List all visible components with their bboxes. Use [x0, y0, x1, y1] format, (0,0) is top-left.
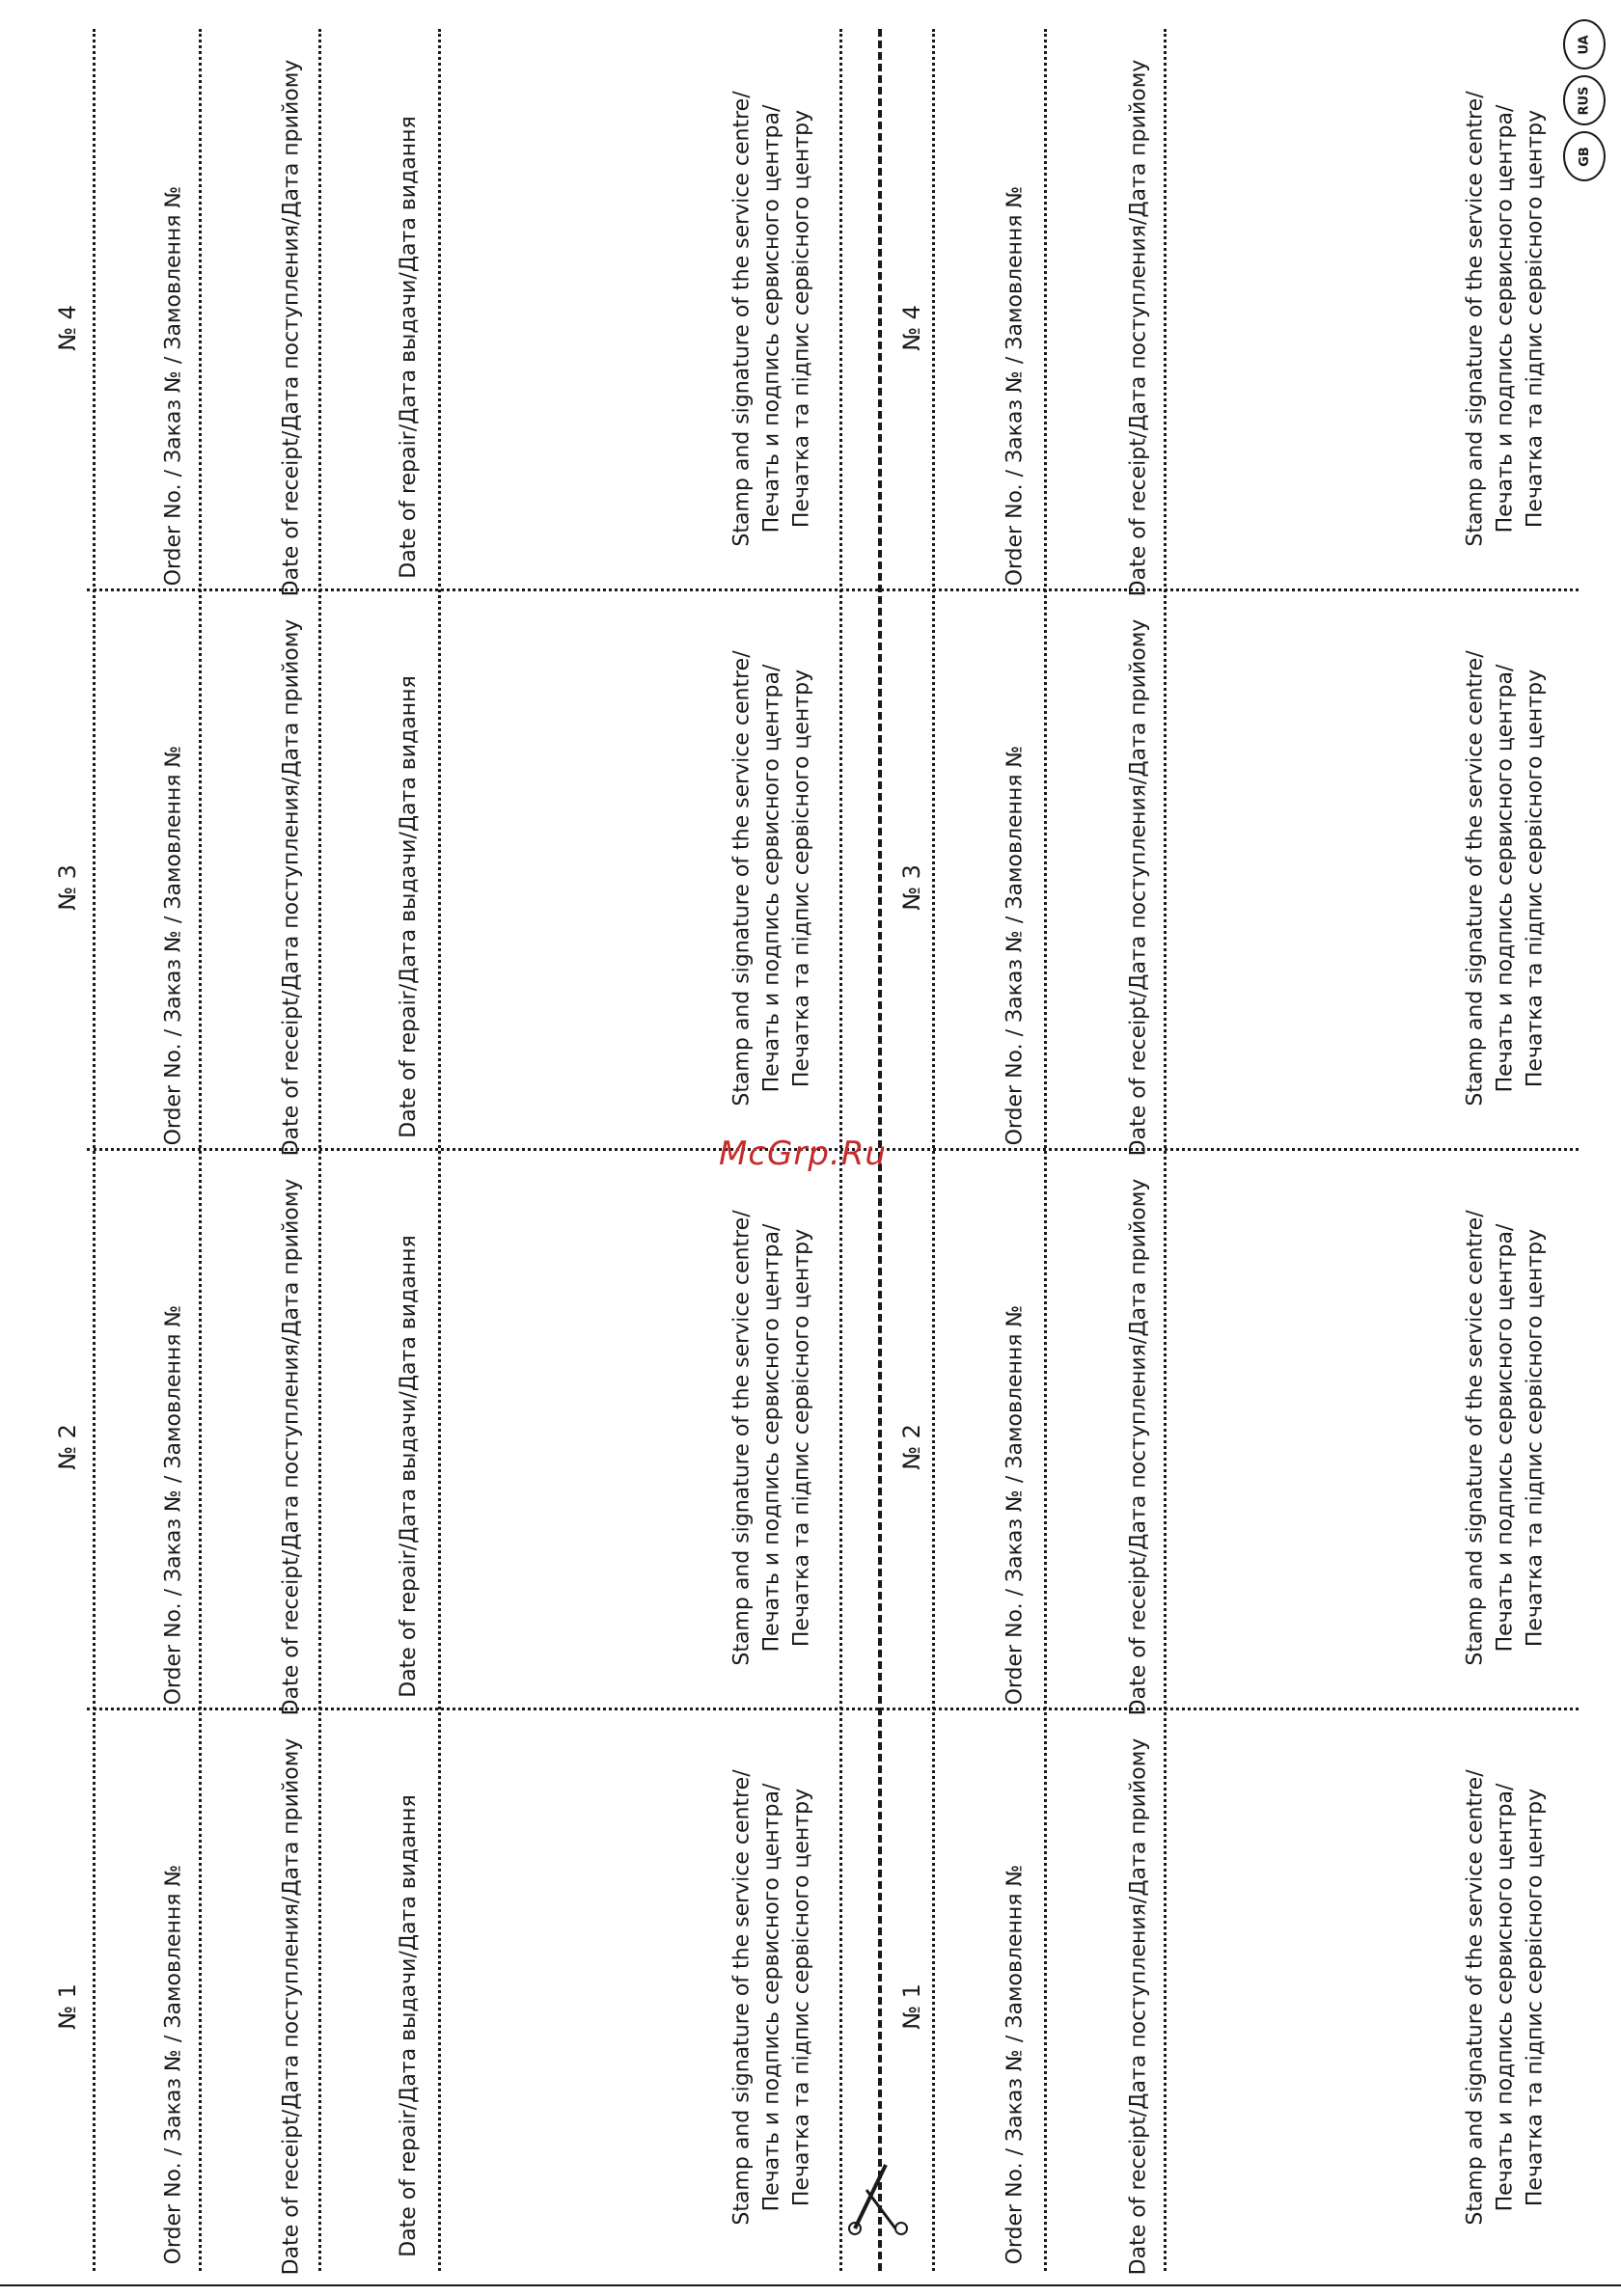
- stamp-line: Печатка та підпис сервісного центру: [789, 1228, 814, 1647]
- page-edge: [0, 2284, 1621, 2286]
- date-of-repair-label: Date of repair/Дата выдачи/Дата видання: [396, 1235, 421, 1698]
- date-of-receipt-label: Date of receipt/Дата поступления/Дата прийому: [278, 59, 303, 597]
- stamp-line: Печатка та підпис сервісного центру: [1523, 1228, 1548, 1647]
- stamp-line: Печать и подпись сервисного центра/: [759, 664, 784, 1092]
- stamp-signature-label: [1461, 91, 1551, 546]
- divider: [87, 1708, 1579, 1710]
- scissors-icon: [845, 2161, 913, 2238]
- coupon-number: № 4: [53, 305, 81, 351]
- date-of-receipt-label: Date of receipt/Дата поступления/Дата прийому: [1125, 1737, 1150, 2276]
- stamp-line: Печать и подпись сервисного центра/: [759, 1223, 784, 1652]
- stamp-line: Печать и подпись сервисного центра/: [1493, 104, 1518, 533]
- date-of-receipt-label: Date of receipt/Дата поступления/Дата прийому: [1125, 1178, 1150, 1716]
- stamp-signature-label: [1461, 1210, 1551, 1665]
- stamp-line: Печать и подпись сервисного центра/: [759, 1783, 784, 2211]
- divider: [87, 588, 1579, 591]
- order-number-label: Order No. / Заказ № / Замовлення №: [160, 745, 185, 1146]
- stamp-signature-label: [728, 1210, 817, 1665]
- date-of-receipt-label: Date of receipt/Дата поступления/Дата прийому: [278, 1737, 303, 2276]
- order-number-label: Order No. / Заказ № / Замовлення №: [1002, 1304, 1027, 1706]
- watermark: McGrp.Ru: [719, 1134, 887, 1173]
- stamp-line: Печатка та підпис сервісного центру: [789, 669, 814, 1087]
- coupon-number: № 3: [897, 864, 925, 911]
- coupon-number: № 3: [53, 864, 81, 911]
- order-number-label: Order No. / Заказ № / Замовлення №: [1002, 185, 1027, 587]
- lang-badge: GB: [1563, 131, 1606, 181]
- date-of-repair-label: Date of repair/Дата выдачи/Дата видання: [396, 1794, 421, 2257]
- language-badges: [1563, 19, 1611, 187]
- coupon-number: № 1: [53, 1983, 81, 2030]
- stamp-line: Stamp and signature of the service centre/: [729, 1768, 755, 2226]
- stamp-line: Stamp and signature of the service centre/: [729, 649, 755, 1107]
- stamp-line: Stamp and signature of the service centre/: [1463, 1768, 1488, 2226]
- order-number-label: Order No. / Заказ № / Замовлення №: [1002, 745, 1027, 1146]
- order-number-label: Order No. / Заказ № / Замовлення №: [160, 1304, 185, 1706]
- stamp-signature-label: [728, 1769, 817, 2225]
- stamp-line: Печатка та підпис сервісного центру: [789, 109, 814, 528]
- stamp-line: Печать и подпись сервисного центра/: [759, 104, 784, 533]
- stamp-signature-label: [728, 91, 817, 546]
- stamp-line: Stamp and signature of the service centre/: [1463, 649, 1488, 1107]
- stamp-line: Печатка та підпис сервісного центру: [1523, 669, 1548, 1087]
- date-of-receipt-label: Date of receipt/Дата поступления/Дата прийому: [278, 618, 303, 1157]
- stamp-line: Stamp and signature of the service centre/: [1463, 90, 1488, 547]
- date-of-receipt-label: Date of receipt/Дата поступления/Дата прийому: [1125, 59, 1150, 597]
- lang-badge: UA: [1563, 19, 1606, 69]
- stamp-signature-label: [1461, 1769, 1551, 2225]
- stamp-line: Stamp and signature of the service centre/: [1463, 1209, 1488, 1666]
- stamp-line: Печать и подпись сервисного центра/: [1493, 664, 1518, 1092]
- date-of-repair-label: Date of repair/Дата выдачи/Дата видання: [396, 116, 421, 579]
- stamp-line: Stamp and signature of the service centre/: [729, 1209, 755, 1666]
- stamp-line: Печатка та підпис сервісного центру: [789, 1788, 814, 2206]
- order-number-label: Order No. / Заказ № / Замовлення №: [160, 1864, 185, 2265]
- stamp-signature-label: [728, 650, 817, 1106]
- coupon-number: № 2: [897, 1424, 925, 1470]
- stamp-signature-label: [1461, 650, 1551, 1106]
- stamp-line: Stamp and signature of the service centre/: [729, 90, 755, 547]
- coupon-number: № 4: [897, 305, 925, 351]
- stamp-line: Печать и подпись сервисного центра/: [1493, 1783, 1518, 2211]
- order-number-label: Order No. / Заказ № / Замовлення №: [1002, 1864, 1027, 2265]
- lang-badge: RUS: [1563, 75, 1606, 125]
- stamp-line: Печать и подпись сервисного центра/: [1493, 1223, 1518, 1652]
- date-of-receipt-label: Date of receipt/Дата поступления/Дата прийому: [278, 1178, 303, 1716]
- stamp-line: Печатка та підпис сервісного центру: [1523, 109, 1548, 528]
- coupon-number: № 2: [53, 1424, 81, 1470]
- order-number-label: Order No. / Заказ № / Замовлення №: [160, 185, 185, 587]
- coupon-number: № 1: [897, 1983, 925, 2030]
- date-of-repair-label: Date of repair/Дата выдачи/Дата видання: [396, 675, 421, 1138]
- stamp-line: Печатка та підпис сервісного центру: [1523, 1788, 1548, 2206]
- date-of-receipt-label: Date of receipt/Дата поступления/Дата прийому: [1125, 618, 1150, 1157]
